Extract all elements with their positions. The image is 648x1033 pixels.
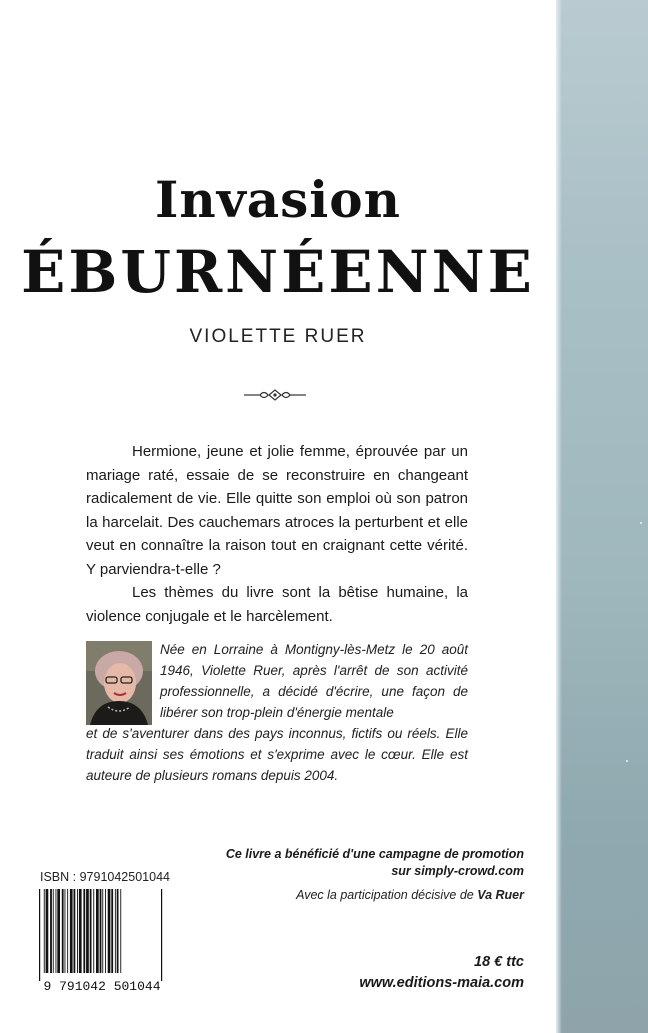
spine-speck	[640, 522, 642, 524]
title-line-2: ÉBURNÉENNE	[21, 238, 535, 306]
promo-line-2: sur simply-crowd.com	[391, 864, 524, 878]
author-name: VIOLETTE RUER	[189, 326, 367, 347]
bio-text-tail: et de s'aventurer dans des pays inconnus, fictifs ou réels. Elle traduit ainsi ses émotions et s'exprime avec le cœur. Elle est auteure de plusieurs romans depuis 2004.	[86, 726, 468, 783]
synopsis-paragraph-2: Les thèmes du livre sont la bêtise humaine, la violence conjugale et le harcèlement.	[86, 584, 468, 625]
barcode-bars	[39, 889, 162, 981]
publisher-website: www.editions-maia.com	[359, 975, 524, 991]
barcode	[35, 889, 169, 993]
bio-text-head: Née en Lorraine à Montigny-lès-Metz le 20 août 1946, Violette Ruer, après l'arrêt de son activité professionnelle, a décidé d'écrire, une façon de libérer son trop-plein d'énergie mentale	[160, 642, 468, 720]
synopsis-paragraph-1: Hermione, jeune et jolie femme, éprouvée par un mariage raté, essaie de se reconstruire en changeant radicalement de vie. Elle quitte son emploi où son patron la harcelait. Des cauchemars atroces la perturbent et elle veut en connaître la raison tout en craignant cette vérité. Y parviendra-t-elle ?	[86, 443, 468, 578]
participant-name: Va Ruer	[477, 888, 524, 902]
ornament-divider-icon	[244, 388, 306, 402]
front-cover-edge	[556, 0, 648, 1033]
promo-text	[200, 846, 524, 880]
participation-line	[200, 888, 524, 902]
spine-speck	[626, 760, 628, 762]
title-line-1: Invasion	[154, 170, 402, 229]
author-photo	[86, 641, 152, 725]
promo-line-1: Ce livre a bénéficié d'une campagne de promotion	[225, 847, 524, 861]
isbn-label: ISBN : 9791042501044	[40, 870, 170, 884]
synopsis	[86, 440, 468, 628]
barcode-digits: 9 791042 501044	[43, 979, 161, 993]
participation-prefix: Avec la participation décisive de	[296, 888, 474, 902]
price: 18 € ttc	[474, 954, 524, 970]
